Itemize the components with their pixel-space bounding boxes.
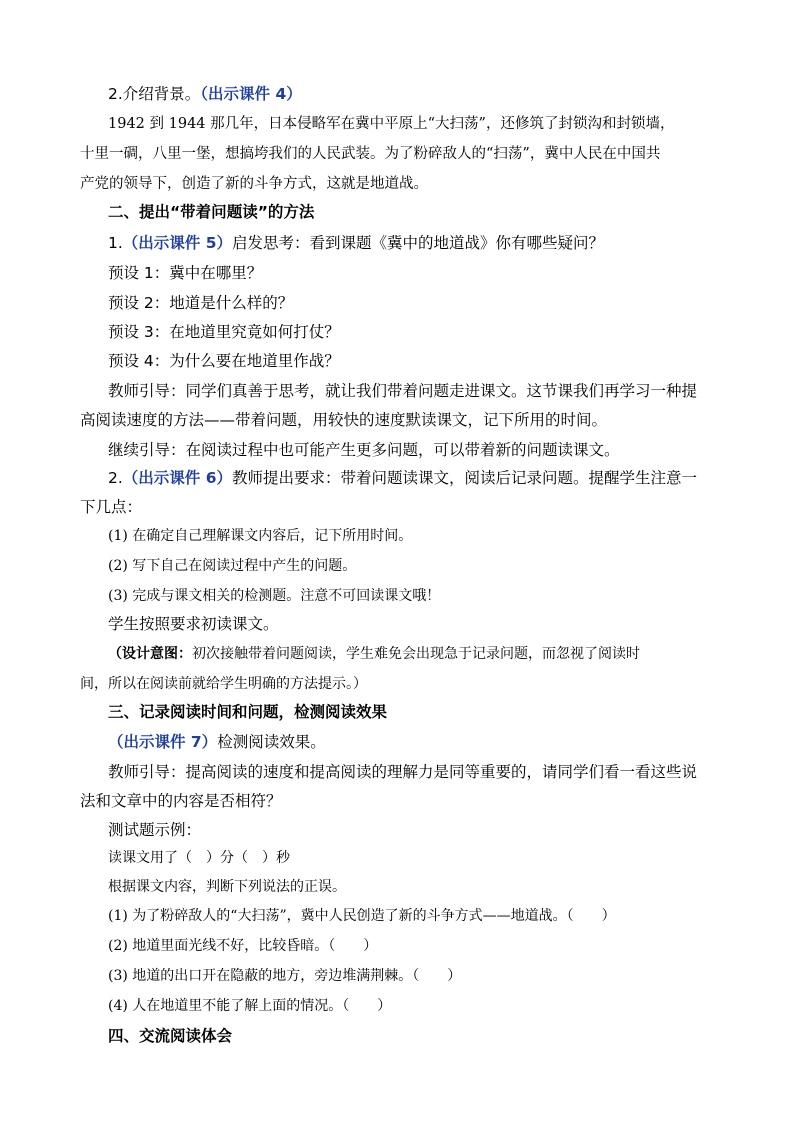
true-false-item: (4) 人在地道里不能了解上面的情况。（ ）: [108, 998, 392, 1014]
section-3-heading: 三、记录阅读时间和问题，检测阅读效果: [108, 703, 388, 721]
question-prompt-text: 启发思考：看到课题《冀中的地道战》你有哪些疑问？: [231, 234, 604, 252]
preset-item: 预设 2：地道是什么样的？: [108, 294, 294, 312]
reading-time-line: 读课文用了（ ）分（ ）秒: [108, 850, 290, 866]
students-read-line: 学生按照要求初读课文。: [108, 615, 279, 633]
item-number: 2.: [108, 469, 123, 487]
design-intent-line: 间，所以在阅读前就给学生明确的方法提示。）: [80, 676, 367, 692]
background-paragraph-line: 产党的领导下，创造了新的斗争方式，这就是地道战。: [80, 176, 428, 192]
courseware-6-cue: （出示课件 6）: [122, 469, 232, 487]
requirement-line: 下几点：: [80, 498, 143, 516]
teacher-guidance-line: 教师引导：同学们真善于思考，就让我们带着问题走进课文。这节课我们再学习一种提: [108, 382, 698, 400]
teacher-guidance-line: 法和文章中的内容是否相符？: [80, 792, 282, 810]
courseware-4-cue: （出示课件 4）: [200, 85, 302, 103]
detection-line: [108, 732, 326, 752]
preset-item: 预设 3：在地道里究竟如何打仗？: [108, 323, 340, 341]
teacher-guidance-line: 教师引导：提高阅读的速度和提高阅读的理解力是同等重要的，请同学们看一看这些说: [108, 763, 698, 781]
point-item: (2) 写下自己在阅读过程中产生的问题。: [108, 558, 357, 574]
point-item: (1) 在确定自己理解课文内容后，记下所用时间。: [108, 528, 413, 544]
requirement-line: [108, 468, 697, 488]
background-paragraph-line: 1942 到 1944 那几年，日本侵略军在冀中平原上“大扫荡”，还修筑了封锁沟和封锁墙，: [108, 116, 675, 132]
design-intent-line: [108, 644, 640, 664]
background-paragraph-line: 十里一碉，八里一堡，想搞垮我们的人民武装。为了粉碎敌人的“扫荡”，冀中人民在中国共: [80, 146, 661, 162]
point-item: (3) 完成与课文相关的检测题。注意不可回读课文哦！: [108, 588, 441, 604]
detection-text: 检测阅读效果。: [217, 733, 326, 751]
teacher-guidance-line: 高阅读速度的方法——带着问题，用较快的速度默读课文，记下所用的时间。: [80, 411, 608, 429]
requirement-text: 教师提出要求：带着问题读课文，阅读后记录问题。提醒学生注意一: [231, 469, 697, 487]
judge-instruction: 根据课文内容，判断下列说法的正误。: [108, 879, 346, 895]
preset-item: 预设 4：为什么要在地道里作战？: [108, 352, 340, 370]
true-false-item: (1) 为了粉碎敌人的“大扫荡”，冀中人民创造了新的斗争方式——地道战。（ ）: [108, 908, 616, 924]
section-4-heading: 四、交流阅读体会: [108, 1027, 233, 1045]
item-number: 1.: [108, 234, 123, 252]
design-intent-text: 初次接触带着问题阅读，学生难免会出现急于记录问题，而忽视了阅读时: [192, 646, 640, 662]
true-false-item: (3) 地道的出口开在隐蔽的地方，旁边堆满荆棘。（ ）: [108, 968, 462, 984]
section-2-heading: 二、提出“带着问题读”的方法: [108, 203, 315, 221]
courseware-5-cue: （出示课件 5）: [122, 234, 232, 252]
intro-background-line: [108, 84, 302, 104]
true-false-item: (2) 地道里面光线不好，比较昏暗。（ ）: [108, 938, 378, 954]
test-example-label: 测试题示例：: [108, 821, 202, 839]
continued-guidance-line: 继续引导：在阅读过程中也可能产生更多问题，可以带着新的问题读课文。: [108, 441, 620, 459]
intro-background-label: 2.介绍背景。: [108, 85, 201, 103]
preset-item: 预设 1：冀中在哪里？: [108, 264, 263, 282]
design-intent-label: （设计意图：: [108, 646, 192, 662]
courseware-7-cue: （出示课件 7）: [108, 733, 218, 751]
question-prompt-line: [108, 233, 604, 253]
